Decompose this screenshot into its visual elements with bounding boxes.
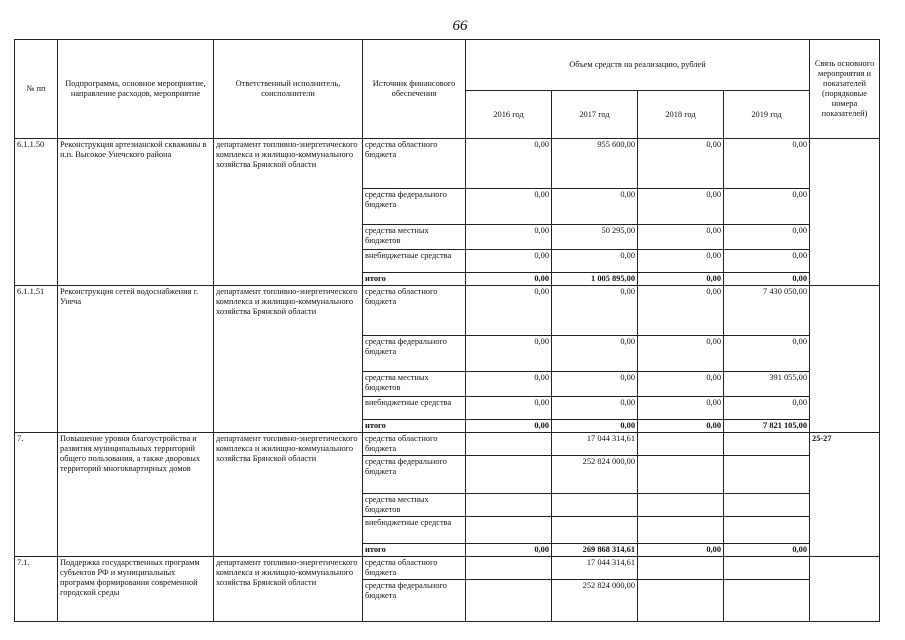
amount-value — [552, 517, 638, 544]
amount-value: 0,00 — [724, 189, 810, 225]
amount-value: 0,00 — [466, 189, 552, 225]
total-value: 0,00 — [638, 544, 724, 557]
amount-value — [466, 433, 552, 456]
table-row — [15, 433, 880, 456]
funding-source: внебюджетные средства — [363, 250, 466, 273]
funding-source: средства федерального бюджета — [363, 580, 466, 622]
amount-value — [724, 557, 810, 580]
amount-value: 0,00 — [724, 336, 810, 372]
amount-value: 0,00 — [466, 397, 552, 420]
amount-value — [466, 456, 552, 494]
amount-value — [638, 433, 724, 456]
funding-source: средства областного бюджета — [363, 139, 466, 189]
row-executor: департамент топливно-энергетического комплекса и жилищно-коммунального хозяйства Брянской области — [214, 433, 363, 557]
row-executor: департамент топливно-энергетического комплекса и жилищно-коммунального хозяйства Брянской области — [214, 286, 363, 433]
amount-value: 0,00 — [552, 189, 638, 225]
table-row — [15, 557, 880, 580]
funding-source: внебюджетные средства — [363, 397, 466, 420]
amount-value: 0,00 — [466, 372, 552, 397]
row-activity-name: Реконструкция сетей водоснабжения г. Унеча — [58, 286, 214, 433]
row-activity-name: Поддержка государственных программ субъектов РФ и муниципальных программ формирования современной городской среды — [58, 557, 214, 622]
amount-value — [638, 557, 724, 580]
amount-value: 0,00 — [638, 336, 724, 372]
amount-value — [638, 456, 724, 494]
row-activity-name: Повышение уровня благоустройства и развития муниципальных территорий общего пользования, а также дворовых территорий многоквартирных домов — [58, 433, 214, 557]
amount-value: 50 295,00 — [552, 225, 638, 250]
amount-value: 0,00 — [552, 336, 638, 372]
row-number: 7.1. — [15, 557, 58, 622]
amount-value: 0,00 — [552, 286, 638, 336]
amount-value — [466, 580, 552, 622]
total-label: итого — [363, 420, 466, 433]
table-body — [15, 139, 880, 622]
funding-source: средства местных бюджетов — [363, 372, 466, 397]
row-activity-name: Реконструкция артезианской скважины в н.п. Высокое Унечского района — [58, 139, 214, 286]
budget-table — [14, 39, 880, 622]
amount-value: 0,00 — [638, 139, 724, 189]
row-executor: департамент топливно-энергетического комплекса и жилищно-коммунального хозяйства Брянской области — [214, 557, 363, 622]
total-value: 0,00 — [466, 544, 552, 557]
amount-value — [638, 494, 724, 517]
page-number: 66 — [452, 18, 468, 34]
amount-value: 0,00 — [724, 139, 810, 189]
amount-value: 17 044 314,61 — [552, 433, 638, 456]
amount-value: 17 044 314,61 — [552, 557, 638, 580]
header-source: Источник финансового обеспечения — [363, 40, 466, 139]
amount-value: 0,00 — [638, 250, 724, 273]
amount-value: 0,00 — [724, 397, 810, 420]
funding-source: средства федерального бюджета — [363, 456, 466, 494]
header-year: 2018 год — [638, 91, 724, 139]
amount-value — [724, 456, 810, 494]
header-year: 2019 год — [724, 91, 810, 139]
funding-source: средства федерального бюджета — [363, 189, 466, 225]
amount-value: 0,00 — [552, 372, 638, 397]
amount-value: 0,00 — [466, 139, 552, 189]
funding-source: средства местных бюджетов — [363, 494, 466, 517]
amount-value: 0,00 — [552, 397, 638, 420]
funding-source: внебюджетные средства — [363, 517, 466, 544]
header-volume: Объем средств на реализацию, рублей — [466, 40, 810, 91]
funding-source: средства областного бюджета — [363, 557, 466, 580]
row-number: 7. — [15, 433, 58, 557]
funding-source: средства областного бюджета — [363, 433, 466, 456]
row-indicator-link — [810, 139, 880, 286]
funding-source: средства местных бюджетов — [363, 225, 466, 250]
amount-value: 0,00 — [466, 336, 552, 372]
total-value: 0,00 — [724, 273, 810, 286]
header-executor: Ответственный исполнитель, соисполнители — [214, 40, 363, 139]
amount-value — [724, 517, 810, 544]
amount-value: 0,00 — [466, 286, 552, 336]
header-num: № пп — [15, 40, 58, 139]
amount-value: 0,00 — [638, 225, 724, 250]
amount-value: 7 430 050,00 — [724, 286, 810, 336]
total-value: 7 821 105,00 — [724, 420, 810, 433]
amount-value: 391 055,00 — [724, 372, 810, 397]
total-value: 0,00 — [466, 273, 552, 286]
funding-source: средства областного бюджета — [363, 286, 466, 336]
total-value: 0,00 — [638, 273, 724, 286]
total-value: 0,00 — [552, 420, 638, 433]
total-value: 1 005 895,00 — [552, 273, 638, 286]
total-value: 0,00 — [466, 420, 552, 433]
amount-value: 0,00 — [724, 225, 810, 250]
row-indicator-link — [810, 557, 880, 622]
amount-value: 0,00 — [638, 189, 724, 225]
amount-value: 252 824 000,00 — [552, 456, 638, 494]
table-row — [15, 139, 880, 189]
amount-value — [466, 494, 552, 517]
total-value: 269 868 314,61 — [552, 544, 638, 557]
row-executor: департамент топливно-энергетического комплекса и жилищно-коммунального хозяйства Брянской области — [214, 139, 363, 286]
amount-value — [638, 517, 724, 544]
amount-value: 955 600,00 — [552, 139, 638, 189]
header-year: 2017 год — [552, 91, 638, 139]
total-value: 0,00 — [638, 420, 724, 433]
amount-value — [638, 580, 724, 622]
amount-value: 0,00 — [466, 250, 552, 273]
amount-value: 0,00 — [724, 250, 810, 273]
amount-value: 252 824 000,00 — [552, 580, 638, 622]
amount-value: 0,00 — [466, 225, 552, 250]
row-indicator-link: 25-27 — [810, 433, 880, 557]
total-value: 0,00 — [724, 544, 810, 557]
row-indicator-link — [810, 286, 880, 433]
amount-value — [466, 517, 552, 544]
total-label: итого — [363, 273, 466, 286]
header-subprogram: Подпрограмма, основное мероприятие, направление расходов, мероприятие — [58, 40, 214, 139]
amount-value — [724, 580, 810, 622]
header-link: Связь основного мероприятия и показателей (порядковые номера показателей) — [810, 40, 880, 139]
row-number: 6.1.1.51 — [15, 286, 58, 433]
total-label: итого — [363, 544, 466, 557]
amount-value — [724, 494, 810, 517]
amount-value — [466, 557, 552, 580]
table-row — [15, 286, 880, 336]
amount-value: 0,00 — [638, 286, 724, 336]
amount-value: 0,00 — [638, 372, 724, 397]
row-number: 6.1.1.50 — [15, 139, 58, 286]
amount-value — [552, 494, 638, 517]
amount-value: 0,00 — [552, 250, 638, 273]
header-year: 2016 год — [466, 91, 552, 139]
funding-source: средства федерального бюджета — [363, 336, 466, 372]
amount-value — [724, 433, 810, 456]
amount-value: 0,00 — [638, 397, 724, 420]
